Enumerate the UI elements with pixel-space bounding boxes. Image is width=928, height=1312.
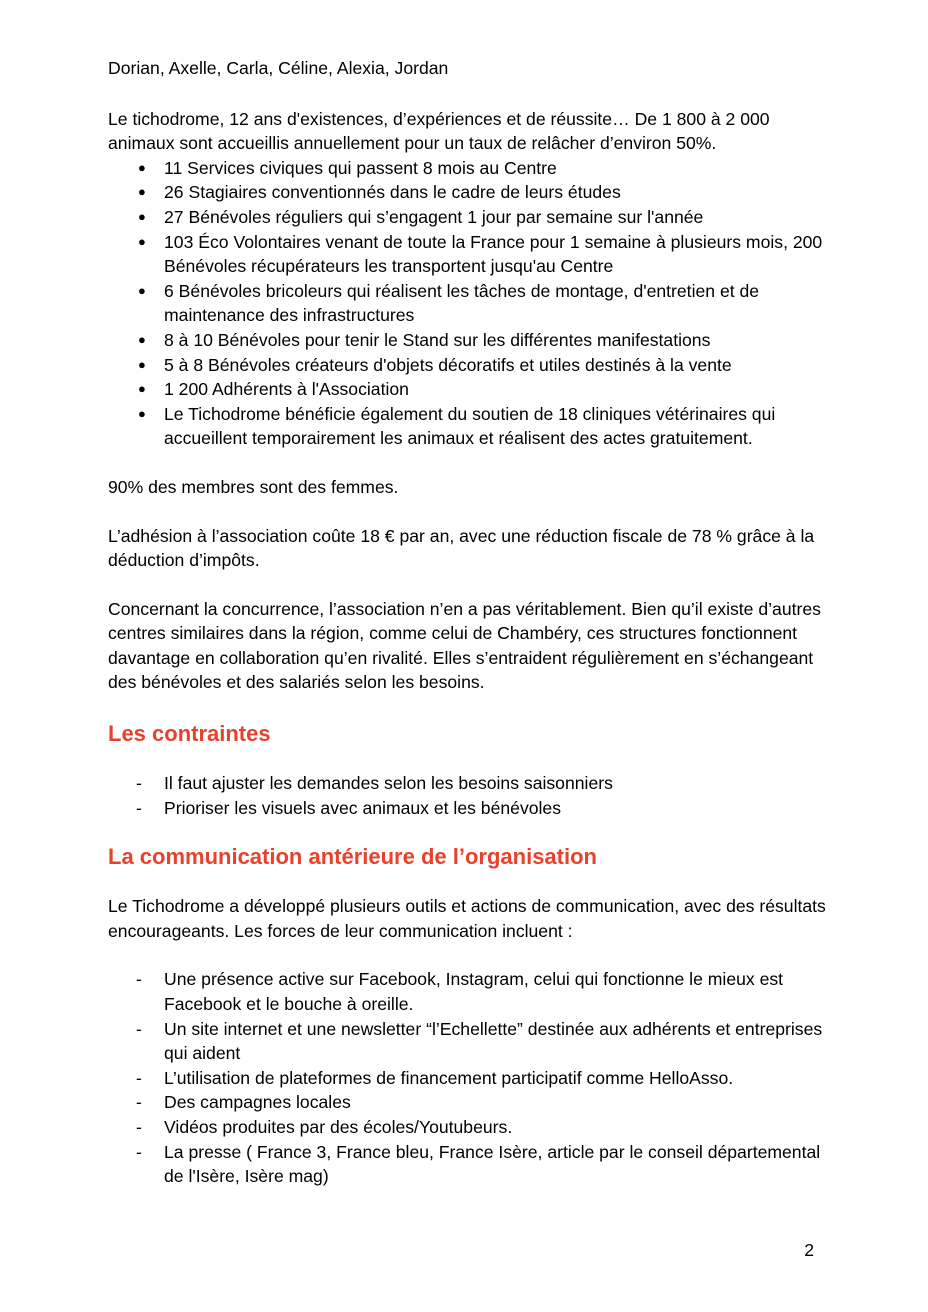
- bullet-icon: ●: [138, 405, 146, 421]
- dash-icon: -: [136, 1067, 142, 1088]
- list-item: ● Le Tichodrome bénéficie également du soutien de 18 cliniques vétérinaires qui accueillent temporairement les animaux et réalisent des actes gratuitement.: [138, 403, 776, 449]
- authors-line: Dorian, Axelle, Carla, Céline, Alexia, Jordan: [108, 58, 449, 78]
- constraints-heading: Les contraintes: [108, 721, 271, 747]
- constraints-list: [108, 771, 828, 820]
- competition-paragraph: Concernant la concurrence, l’association n’en a pas véritablement. Bien qu’il existe d’autres centres similaires dans la région, comme celui de Chambéry, ces structures fonctionnent davantage en collaboration qu’en rivalité. Elles s’entraident régulièrement en s’échangeant des bénévoles et des salariés selon les besoins.: [108, 598, 821, 693]
- communication-heading: La communication antérieure de l’organisation: [108, 844, 597, 870]
- list-item: ● 1 200 Adhérents à l'Association: [108, 377, 828, 402]
- list-item: - L’utilisation de plateformes de financement participatif comme HelloAsso.: [108, 1066, 828, 1091]
- list-item: - Il faut ajuster les demandes selon les besoins saisonniers: [108, 771, 828, 796]
- bullet-icon: ●: [138, 208, 146, 224]
- membership-paragraph: L’adhésion à l’association coûte 18 € par an, avec une réduction fiscale de 78 % grâce à la déduction d’impôts.: [108, 525, 815, 571]
- list-item: ● 11 Services civiques qui passent 8 mois au Centre: [108, 156, 828, 181]
- list-item: ● 26 Stagiaires conventionnés dans le cadre de leurs études: [108, 180, 828, 205]
- list-item: ● 27 Bénévoles réguliers qui s’engagent 1 jour par semaine sur l'année: [108, 205, 828, 230]
- bullet-icon: ●: [138, 381, 146, 397]
- dash-icon: -: [136, 773, 142, 794]
- list-item: ● 5 à 8 Bénévoles créateurs d'objets décoratifs et utiles destinés à la vente: [108, 353, 828, 378]
- list-item: - Des campagnes locales: [108, 1090, 828, 1115]
- women-share-paragraph: 90% des membres sont des femmes.: [108, 476, 399, 497]
- dash-icon: -: [136, 1018, 142, 1039]
- list-item: ● 103 Éco Volontaires venant de toute la France pour 1 semaine à plusieurs mois, 200 Bénévoles récupérateurs les transportent jusqu'au Centre: [138, 231, 823, 277]
- list-item: ● 8 à 10 Bénévoles pour tenir le Stand sur les différentes manifestations: [108, 328, 828, 353]
- page-number: 2: [804, 1240, 814, 1260]
- list-item: ● 6 Bénévoles bricoleurs qui réalisent les tâches de montage, d'entretien et de maintenance des infrastructures: [138, 280, 760, 326]
- communication-list: [108, 967, 828, 1188]
- stats-list: [108, 156, 828, 451]
- communication-intro: Le Tichodrome a développé plusieurs outils et actions de communication, avec des résultats encourageants. Les forces de leur communication incluent :: [108, 896, 826, 941]
- bullet-icon: ●: [138, 184, 146, 200]
- bullet-icon: ●: [138, 159, 146, 175]
- bullet-icon: ●: [138, 331, 146, 347]
- dash-icon: -: [136, 1092, 142, 1113]
- dash-icon: -: [136, 1141, 142, 1162]
- document-page: [108, 56, 828, 1211]
- bullet-icon: ●: [138, 233, 146, 249]
- list-item: - Vidéos produites par des écoles/Youtubeurs.: [108, 1115, 828, 1140]
- list-item: - Prioriser les visuels avec animaux et les bénévoles: [108, 796, 828, 821]
- list-item: - La presse ( France 3, France bleu, France Isère, article par le conseil départemental de l'Isère, Isère mag): [136, 1141, 821, 1187]
- bullet-icon: ●: [138, 282, 146, 298]
- list-item: - Un site internet et une newsletter “l’Echellette” destinée aux adhérents et entreprises qui aident: [136, 1018, 823, 1064]
- dash-icon: -: [136, 1117, 142, 1137]
- bullet-icon: ●: [138, 356, 146, 372]
- intro-paragraph: Le tichodrome, 12 ans d'existences, d’expériences et de réussite… De 1 800 à 2 000 animaux sont accueillis annuellement pour un taux de relâcher d’environ 50%.: [108, 108, 770, 154]
- dash-icon: -: [136, 969, 142, 990]
- list-item: - Une présence active sur Facebook, Instagram, celui qui fonctionne le mieux est Facebook et le bouche à oreille.: [136, 969, 784, 1015]
- dash-icon: -: [136, 797, 142, 818]
